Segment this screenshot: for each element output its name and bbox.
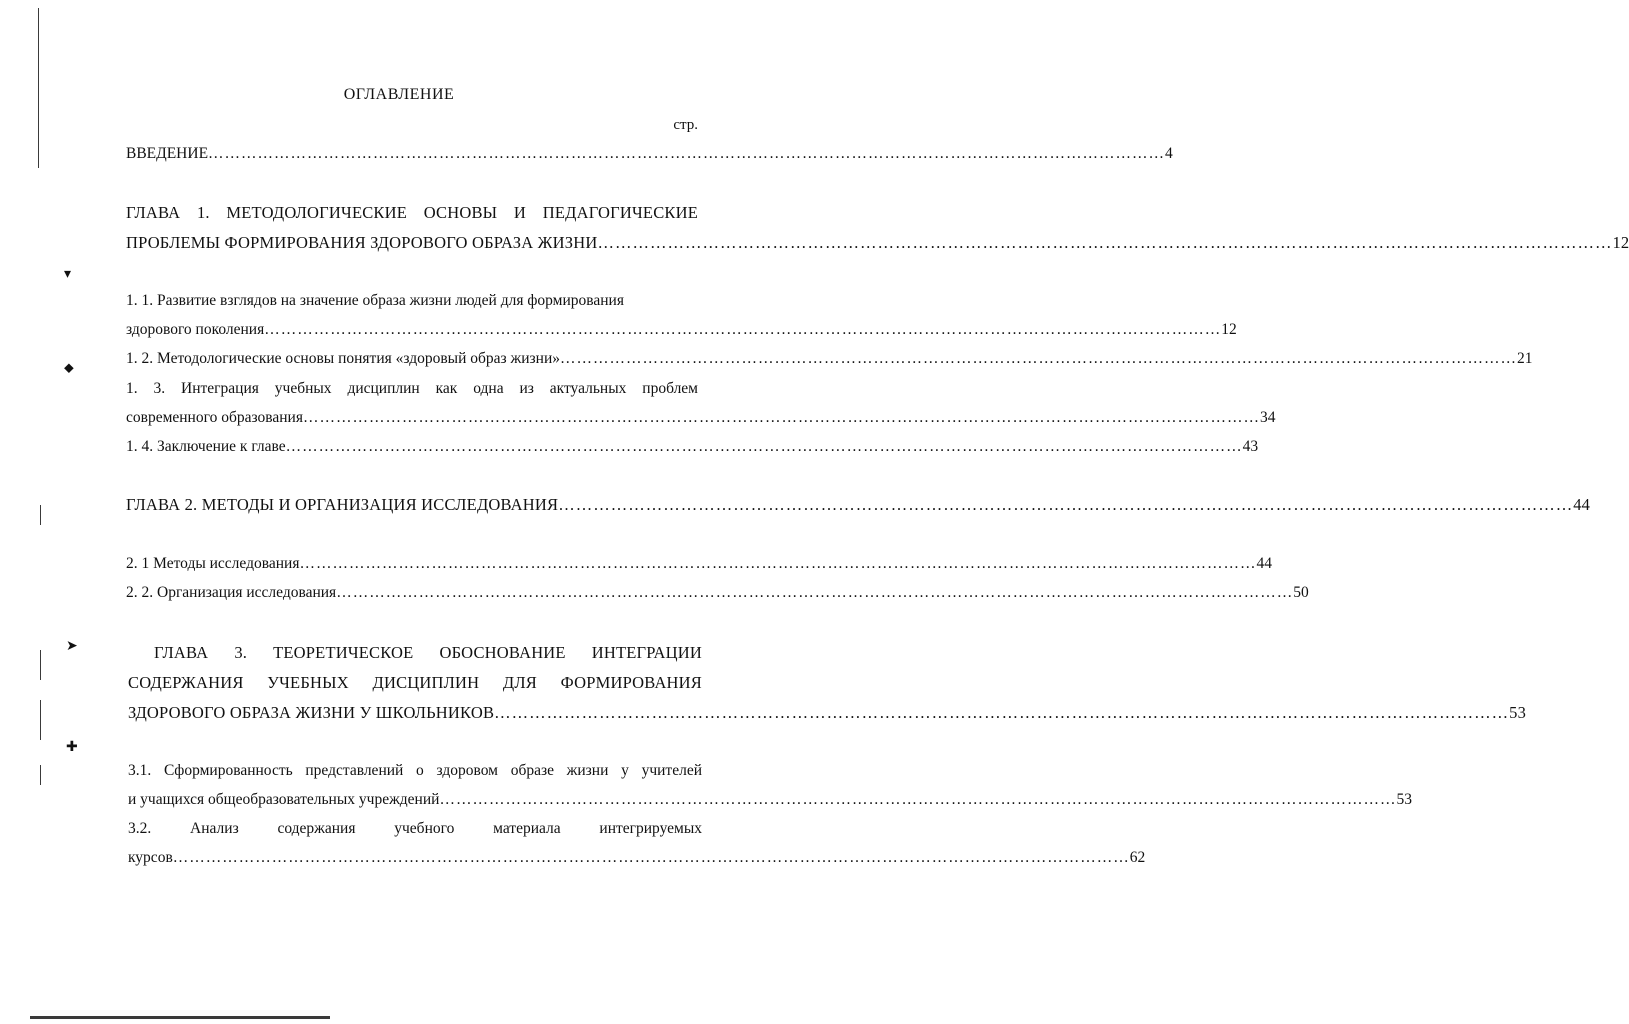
toc-entry-text: ПРОБЛЕМЫ ФОРМИРОВАНИЯ ЗДОРОВОГО ОБРАЗА ЖИЗНИ bbox=[126, 233, 598, 252]
leader-dots: ………………………………………………………………………………………………………………………………………………………… bbox=[302, 409, 1260, 426]
toc-page-number: 44 bbox=[1256, 555, 1272, 572]
toc-entry-text: ВВЕДЕНИЕ bbox=[126, 145, 209, 162]
toc-chapter-1-line1[interactable]: ГЛАВА 1. МЕТОДОЛОГИЧЕСКИЕ ОСНОВЫ И ПЕДАГОГИЧЕСКИЕ bbox=[126, 203, 698, 222]
leader-dots: ………………………………………………………………………………………………………………………………………………………… bbox=[336, 584, 1294, 601]
toc-page-number: 34 bbox=[1259, 409, 1276, 426]
scan-left-border bbox=[40, 650, 41, 680]
margin-mark-icon: ➤ bbox=[66, 638, 78, 654]
toc-section-3-1[interactable] bbox=[128, 791, 1412, 809]
toc-page-number: 12 bbox=[1612, 233, 1629, 252]
leader-dots: ………………………………………………………………………………………………………………………………………………………… bbox=[560, 350, 1517, 367]
toc-chapter-3-line2[interactable]: СОДЕРЖАНИЯ УЧЕБНЫХ ДИСЦИПЛИН ДЛЯ ФОРМИРОВАНИЯ bbox=[128, 673, 702, 692]
scan-bottom-border bbox=[30, 1016, 330, 1019]
leader-dots: ………………………………………………………………………………………………………………………………………………………… bbox=[558, 495, 1574, 514]
leader-dots: ………………………………………………………………………………………………………………………………………………………… bbox=[494, 703, 1510, 722]
toc-section-1-2[interactable] bbox=[126, 350, 1533, 368]
toc-section-1-1[interactable] bbox=[126, 321, 1237, 339]
toc-chapter-3-line1[interactable]: ГЛАВА 3. ТЕОРЕТИЧЕСКОЕ ОБОСНОВАНИЕ ИНТЕГРАЦИИ bbox=[154, 643, 702, 662]
toc-entry-text: ГЛАВА 2. МЕТОДЫ И ОРГАНИЗАЦИЯ ИССЛЕДОВАНИЯ bbox=[126, 495, 559, 514]
leader-dots: ………………………………………………………………………………………………………………………………………………………… bbox=[285, 438, 1243, 455]
leader-dots: ………………………………………………………………………………………………………………………………………………………… bbox=[597, 233, 1613, 252]
toc-section-3-1-line1[interactable]: 3.1. Сформированность представлений о здоровом образе жизни у учителей bbox=[128, 762, 702, 779]
page-title: ОГЛАВЛЕНИЕ bbox=[343, 86, 455, 103]
leader-dots: ………………………………………………………………………………………………………………………………………………………… bbox=[439, 791, 1397, 808]
toc-chapter-3[interactable] bbox=[128, 703, 1527, 723]
toc-section-1-4[interactable] bbox=[126, 438, 1259, 456]
leader-dots: ………………………………………………………………………………………………………………………………………………………… bbox=[208, 145, 1166, 162]
toc-entry-text: и учащихся общеобразовательных учреждений bbox=[128, 791, 440, 808]
margin-mark-icon: ✚ bbox=[66, 739, 78, 755]
toc-entry-text: здорового поколения bbox=[126, 321, 265, 338]
margin-mark-icon: ▾ bbox=[64, 266, 72, 282]
scan-left-border bbox=[40, 700, 41, 740]
toc-entry-text: 1. 2. Методологические основы понятия «здоровый образ жизни» bbox=[126, 350, 560, 367]
toc-section-1-1-line1[interactable]: 1. 1. Развитие взглядов на значение образа жизни людей для формирования bbox=[126, 292, 624, 309]
toc-section-3-2[interactable] bbox=[128, 849, 1146, 867]
page-column-header: стр. bbox=[673, 117, 698, 133]
toc-page-number: 50 bbox=[1293, 584, 1309, 601]
leader-dots: ………………………………………………………………………………………………………………………………………………………… bbox=[172, 849, 1130, 866]
toc-chapter-1[interactable] bbox=[126, 233, 1629, 253]
toc-page-number: 43 bbox=[1242, 438, 1259, 455]
toc-page-number: 53 bbox=[1509, 703, 1527, 722]
toc-page-number: 12 bbox=[1221, 321, 1237, 338]
toc-entry-intro[interactable] bbox=[126, 145, 1173, 163]
toc-entry-text: 2. 2. Организация исследования bbox=[126, 584, 337, 601]
toc-entry-text: 1. 4. Заключение к главе bbox=[126, 438, 286, 455]
toc-page-number: 53 bbox=[1396, 791, 1412, 808]
toc-section-3-2-line1[interactable]: 3.2. Анализ содержания учебного материала интегрируемых bbox=[128, 820, 702, 837]
margin-mark-icon: ⬥ bbox=[64, 360, 74, 376]
toc-section-1-3-line1[interactable]: 1. 3. Интеграция учебных дисциплин как одна из актуальных проблем bbox=[126, 380, 698, 397]
toc-page-number: 21 bbox=[1517, 350, 1533, 367]
toc-section-2-1[interactable] bbox=[126, 555, 1272, 573]
toc-page-number: 62 bbox=[1129, 849, 1146, 866]
toc-page-number: 44 bbox=[1573, 495, 1591, 514]
toc-chapter-2[interactable] bbox=[126, 495, 1591, 515]
toc-section-2-2[interactable] bbox=[126, 584, 1309, 602]
toc-page-number: 4 bbox=[1165, 145, 1173, 162]
leader-dots: ………………………………………………………………………………………………………………………………………………………… bbox=[299, 555, 1257, 572]
toc-entry-text: курсов bbox=[128, 849, 173, 866]
toc-entry-text: современного образования bbox=[126, 409, 303, 426]
toc-section-1-3[interactable] bbox=[126, 409, 1276, 427]
leader-dots: ………………………………………………………………………………………………………………………………………………………… bbox=[264, 321, 1222, 338]
toc-entry-text: ЗДОРОВОГО ОБРАЗА ЖИЗНИ У ШКОЛЬНИКОВ bbox=[128, 703, 495, 722]
toc-entry-text: 2. 1 Методы исследования bbox=[126, 555, 300, 572]
scan-left-border bbox=[40, 765, 41, 785]
scan-left-border bbox=[40, 505, 41, 525]
